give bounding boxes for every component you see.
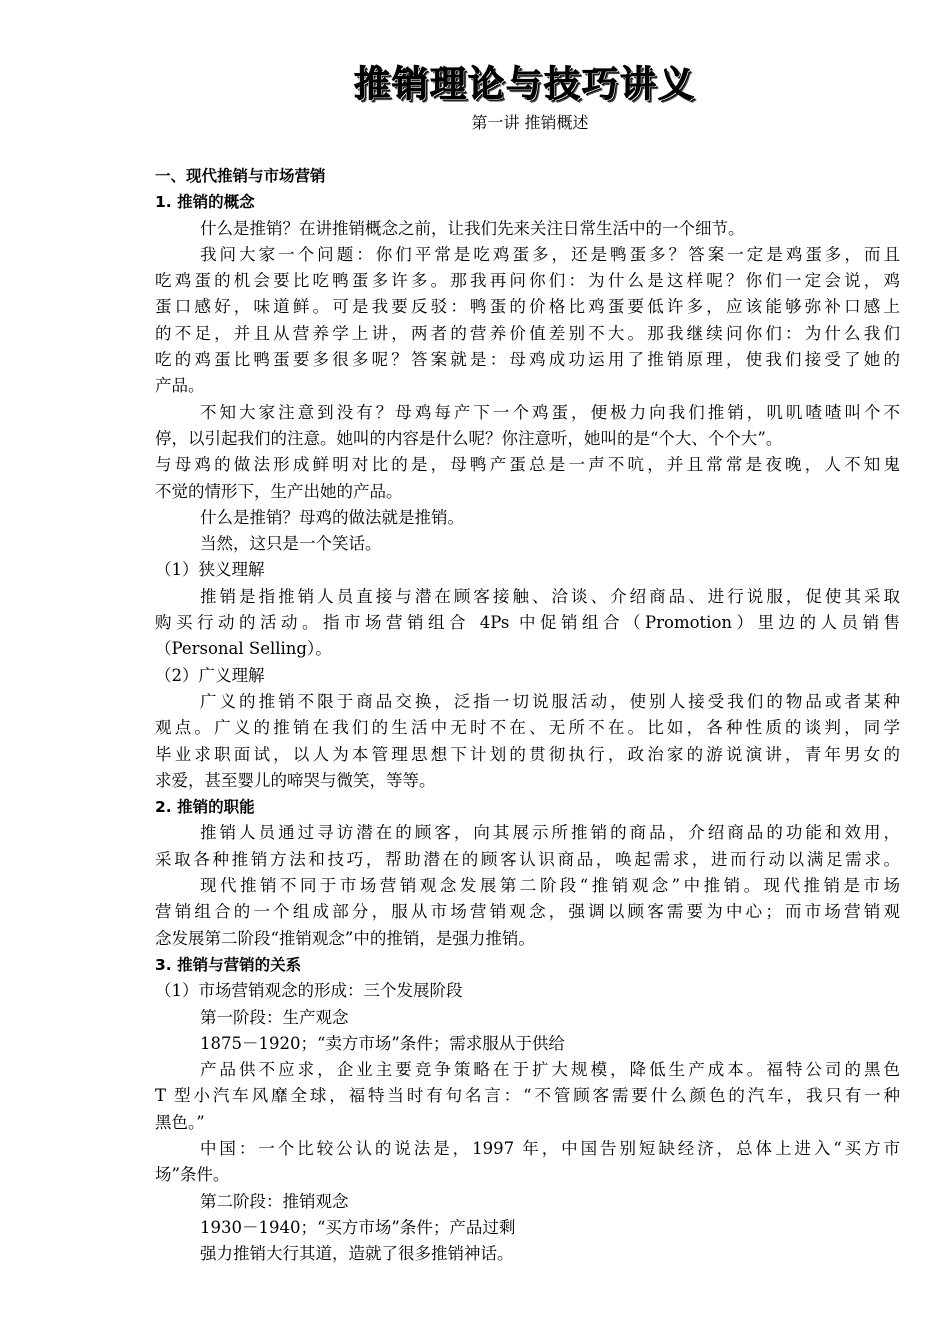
- text-line: 推销人员通过寻访潜在的顾客，向其展示所推销的商品，介绍商品的功能和效用，: [200, 823, 900, 843]
- text-line: 产品。: [155, 376, 205, 396]
- text-line: 毕业求职面试，以人为本管理思想下计划的贯彻执行，政治家的游说演讲，青年男女的: [155, 744, 900, 764]
- text-line: 吃鸡蛋的机会要比吃鸭蛋多许多。那我再问你们：为什么是这样呢？你们一定会说，鸡: [155, 271, 900, 291]
- text-line: 什么是推销？母鸡的做法就是推销。: [200, 507, 464, 527]
- text-line: 的不足，并且从营养学上讲，两者的营养价值差别不大。那我继续问你们：为什么我们: [155, 323, 900, 343]
- text-line: 产品供不应求，企业主要竞争策略在于扩大规模，降低生产成本。福特公司的黑色: [200, 1060, 900, 1080]
- text-line: （2）广义理解: [155, 665, 265, 685]
- text-line: 念发展第二阶段“推销观念”中的推销，是强力推销。: [155, 928, 535, 948]
- section-heading: 3. 推销与营销的关系: [155, 955, 302, 974]
- text-line: 求爱，甚至婴儿的啼哭与微笑，等等。: [155, 770, 436, 790]
- text-line: 营销组合的一个组成部分，服从市场营销观念，强调以顾客需要为中心；而市场营销观: [155, 902, 900, 922]
- section-heading: 2. 推销的职能: [155, 798, 255, 817]
- text-line: （1）狭义理解: [155, 560, 265, 580]
- text-line: 第一阶段：生产观念: [200, 1007, 349, 1027]
- text-line: 吃的鸡蛋比鸭蛋要多很多呢？答案就是：母鸡成功运用了推销原理，使我们接受了她的: [155, 350, 900, 370]
- document-title: 推销理论与技巧讲义: [353, 64, 696, 105]
- text-line: 停，以引起我们的注意。她叫的内容是什么呢？你注意听，她叫的是“个大、个个大”。: [155, 428, 783, 448]
- text-line: 购买行动的活动。指市场营销组合 4Ps 中促销组合（Promotion）里边的人员销售: [155, 613, 900, 633]
- text-line: （Personal Selling）。: [155, 639, 332, 659]
- text-line: 当然，这只是一个笑话。: [200, 534, 382, 554]
- section-heading: 一、现代推销与市场营销: [155, 167, 326, 185]
- text-line: 广义的推销不限于商品交换，泛指一切说服活动，使别人接受我们的物品或者某种: [200, 691, 900, 711]
- text-line: 场”条件。: [155, 1165, 230, 1185]
- text-line: 观点。广义的推销在我们的生活中无时不在、无所不在。比如，各种性质的谈判，同学: [155, 718, 900, 738]
- text-line: 不觉的情形下，生产出她的产品。: [155, 481, 403, 501]
- text-line: 采取各种推销方法和技巧，帮助潜在的顾客认识商品，唤起需求，进而行动以满足需求。: [155, 849, 900, 869]
- text-line: 黑色。”: [155, 1112, 205, 1132]
- text-line: 第二阶段：推销观念: [200, 1191, 349, 1211]
- text-line: 1930－1940；“买方市场”条件；产品过剩: [200, 1217, 516, 1237]
- text-line: 中国：一个比较公认的说法是，1997 年，中国告别短缺经济，总体上进入“买方市: [200, 1138, 900, 1158]
- text-line: 我问大家一个问题：你们平常是吃鸡蛋多，还是鸭蛋多？答案一定是鸡蛋多，而且: [200, 244, 900, 264]
- text-line: 现代推销不同于市场营销观念发展第二阶段“推销观念”中推销。现代推销是市场: [200, 876, 900, 896]
- section-heading: 1. 推销的概念: [155, 193, 255, 212]
- text-line: T 型小汽车风靡全球，福特当时有句名言：“不管顾客需要什么颜色的汽车，我只有一种: [155, 1086, 900, 1106]
- text-line: （1）市场营销观念的形成：三个发展阶段: [155, 981, 463, 1001]
- document-body: [155, 163, 900, 1267]
- text-line: 与母鸡的做法形成鲜明对比的是，母鸭产蛋总是一声不吭，并且常常是夜晚，人不知鬼: [155, 455, 900, 475]
- text-line: 什么是推销？在讲推销概念之前，让我们先来关注日常生活中的一个细节。: [200, 218, 745, 238]
- text-line: 不知大家注意到没有？母鸡每产下一个鸡蛋，便极力向我们推销，叽叽喳喳叫个不: [200, 402, 900, 422]
- text-line: 蛋口感好，味道鲜。可是我要反驳：鸭蛋的价格比鸡蛋要低许多，应该能够弥补口感上: [155, 297, 900, 317]
- lecture-subtitle: 第一讲 推销概述: [471, 113, 589, 132]
- text-line: 强力推销大行其道，造就了很多推销神话。: [200, 1244, 514, 1264]
- text-line: 推销是指推销人员直接与潜在顾客接触、洽谈、介绍商品、进行说服，促使其采取: [200, 586, 900, 606]
- text-line: 1875－1920；“卖方市场”条件；需求服从于供给: [200, 1033, 565, 1053]
